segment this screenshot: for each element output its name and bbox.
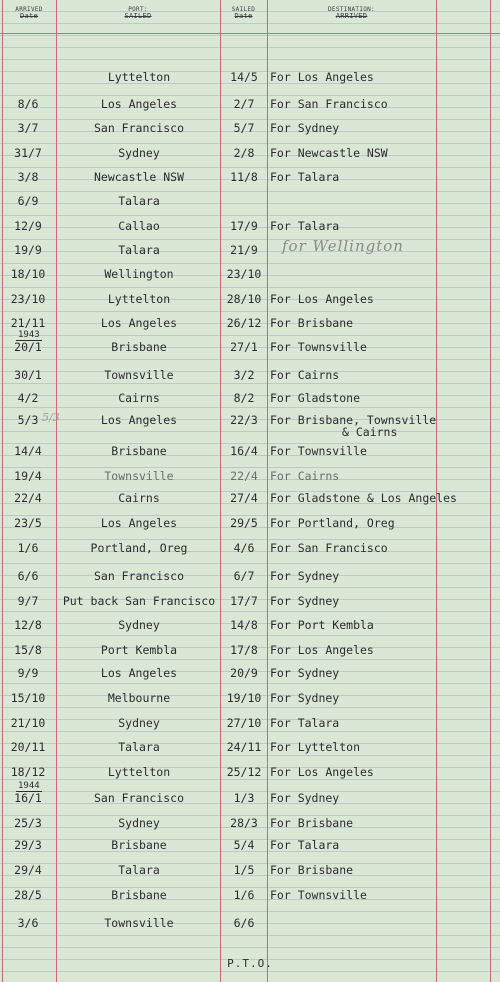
- table-row: [0, 765, 500, 783]
- destination: For Los Angeles: [270, 643, 374, 657]
- sailed-date: 6/6: [233, 916, 255, 930]
- table-row: [0, 666, 500, 684]
- arrived-date: 14/4: [14, 444, 42, 458]
- sailed-date: 27/10: [226, 716, 262, 730]
- page-turn-note: P.T.O.: [227, 957, 273, 970]
- arrived-date: 4/2: [17, 391, 39, 405]
- sailed-date: 5/4: [233, 838, 255, 852]
- sailed-date: 1/6: [233, 888, 255, 902]
- table-row: [0, 594, 500, 612]
- sailed-date: 17/7: [230, 594, 258, 608]
- port-name: Los Angeles: [100, 97, 178, 111]
- sailed-date: 28/3: [230, 816, 258, 830]
- port-name: Lyttelton: [107, 292, 171, 306]
- table-row: [0, 838, 500, 856]
- arrived-date: 19/9: [14, 243, 42, 257]
- port-name: Melbourne: [107, 691, 171, 705]
- destination: For Port Kembla: [270, 618, 374, 632]
- table-row: [0, 237, 500, 261]
- arrived-date: 3/6: [17, 916, 39, 930]
- destination: For Sydney: [270, 791, 340, 805]
- destination: For Sydney: [270, 121, 340, 135]
- arrived-date: 21/11: [10, 316, 46, 330]
- arrived-date: 3/7: [17, 121, 39, 135]
- destination: For Lyttelton: [270, 740, 361, 754]
- port-name: Brisbane: [111, 838, 167, 852]
- sailed-date: 28/10: [226, 292, 262, 306]
- destination: For Los Angeles: [270, 70, 374, 84]
- port-name: Talara: [118, 243, 160, 257]
- destination: For Talara: [270, 716, 340, 730]
- table-row: [0, 368, 500, 386]
- header-arrived: ARRIVED Date: [15, 6, 43, 20]
- sailed-date: 4/6: [233, 541, 255, 555]
- arrived-date: 18/10: [10, 267, 46, 281]
- destination: For Gladstone: [270, 391, 361, 405]
- table-row: [0, 716, 500, 734]
- arrived-date: 20/1: [14, 340, 42, 354]
- sailed-date: 19/10: [226, 691, 262, 705]
- sailed-date: 22/3: [230, 413, 258, 427]
- sailed-date: 1/5: [233, 863, 255, 877]
- header-port: PORT: SAILED: [124, 6, 152, 20]
- table-row: [0, 643, 500, 661]
- destination: For Sydney: [270, 691, 340, 705]
- port-name: Wellington: [104, 267, 174, 281]
- port-name: Los Angeles: [100, 516, 178, 530]
- destination: For Los Angeles: [270, 292, 374, 306]
- table-row: [0, 411, 500, 439]
- sailed-date: 22/4: [230, 469, 258, 483]
- port-name: Newcastle NSW: [93, 170, 184, 184]
- port-name: Townsville: [104, 368, 174, 382]
- sailed-date: 6/7: [233, 569, 255, 583]
- sailed-date: 17/9: [230, 219, 258, 233]
- arrived-date: 29/3: [14, 838, 42, 852]
- port-name: Los Angeles: [100, 316, 178, 330]
- arrived-date: 15/10: [10, 691, 46, 705]
- arrived-date: 29/4: [14, 863, 42, 877]
- sailed-date: 8/2: [233, 391, 255, 405]
- table-row: [0, 569, 500, 587]
- destination: For San Francisco: [270, 97, 388, 111]
- table-row: [0, 618, 500, 636]
- port-name: Put back San Francisco: [62, 594, 216, 608]
- port-name: Portland, Oreg: [90, 541, 188, 555]
- sailed-date: 23/10: [226, 267, 262, 281]
- table-row: [0, 316, 500, 334]
- port-name: Brisbane: [111, 888, 167, 902]
- arrived-date: 21/10: [10, 716, 46, 730]
- destination: For Gladstone & Los Angeles: [270, 491, 457, 505]
- table-row: [0, 330, 500, 358]
- port-name: Lyttelton: [107, 765, 171, 779]
- destination: For Los Angeles: [270, 765, 374, 779]
- destination: For Brisbane, Townsville: [270, 413, 437, 427]
- handwritten-destination: for Wellington: [282, 237, 404, 255]
- arrived-date: 22/4: [14, 491, 42, 505]
- port-name: Townsville: [104, 469, 174, 483]
- arrived-date: 25/3: [14, 816, 42, 830]
- arrived-date: 1/6: [17, 541, 39, 555]
- handwritten-date-note: 5/3: [42, 411, 60, 424]
- arrived-date: 23/5: [14, 516, 42, 530]
- table-row: [0, 491, 500, 509]
- port-name: Brisbane: [111, 444, 167, 458]
- arrived-date: 30/1: [14, 368, 42, 382]
- port-name: Cairns: [118, 391, 160, 405]
- sailed-date: 25/12: [226, 765, 262, 779]
- table-row: [0, 97, 500, 115]
- port-name: Sydney: [118, 618, 160, 632]
- port-name: Los Angeles: [100, 666, 178, 680]
- sailed-date: 1/3: [233, 791, 255, 805]
- table-row: [0, 219, 500, 237]
- port-name: Port Kembla: [100, 643, 178, 657]
- port-name: San Francisco: [93, 791, 184, 805]
- sailed-date: 14/8: [230, 618, 258, 632]
- port-name: Sydney: [118, 716, 160, 730]
- arrived-date: 16/1: [14, 791, 42, 805]
- table-row: [0, 781, 500, 809]
- table-row: [0, 888, 500, 906]
- destination: For Brisbane: [270, 316, 354, 330]
- destination-continued: & Cairns: [342, 425, 398, 439]
- port-name: San Francisco: [93, 121, 184, 135]
- sailed-date: 29/5: [230, 516, 258, 530]
- arrived-date: 20/11: [10, 740, 46, 754]
- port-name: Talara: [118, 194, 160, 208]
- table-row: [0, 146, 500, 164]
- table-row: [0, 863, 500, 881]
- destination: For Sydney: [270, 594, 340, 608]
- table-row: [0, 691, 500, 709]
- port-name: Cairns: [118, 491, 160, 505]
- sailed-date: 27/1: [230, 340, 258, 354]
- destination: For Sydney: [270, 666, 340, 680]
- port-name: Sydney: [118, 146, 160, 160]
- arrived-date: 18/12: [10, 765, 46, 779]
- destination: For Sydney: [270, 569, 340, 583]
- table-row: [0, 194, 500, 212]
- table-row: [0, 740, 500, 758]
- port-name: Lyttelton: [107, 70, 171, 84]
- sailed-date: 3/2: [233, 368, 255, 382]
- arrived-date: 9/7: [17, 594, 39, 608]
- sailed-date: 21/9: [230, 243, 258, 257]
- sailed-date: 2/8: [233, 146, 255, 160]
- arrived-date: 31/7: [14, 146, 42, 160]
- sailed-date: 16/4: [230, 444, 258, 458]
- table-row: [0, 267, 500, 285]
- arrived-date: 12/8: [14, 618, 42, 632]
- destination: For Talara: [270, 838, 340, 852]
- port-name: Townsville: [104, 916, 174, 930]
- destination: For Brisbane: [270, 863, 354, 877]
- destination: For Cairns: [270, 368, 340, 382]
- arrived-date: 28/5: [14, 888, 42, 902]
- table-row: [0, 541, 500, 559]
- table-row: [0, 170, 500, 188]
- port-name: Sydney: [118, 816, 160, 830]
- sailed-date: 24/11: [226, 740, 262, 754]
- port-name: Callao: [118, 219, 160, 233]
- sailed-date: 11/8: [230, 170, 258, 184]
- table-row: [0, 121, 500, 139]
- table-row: [0, 916, 500, 934]
- sailed-date: 27/4: [230, 491, 258, 505]
- header-sailed: SAILED Date: [231, 6, 256, 20]
- arrived-date: 3/8: [17, 170, 39, 184]
- sailed-date: 5/7: [233, 121, 255, 135]
- port-name: Talara: [118, 740, 160, 754]
- destination: For Townsville: [270, 444, 367, 458]
- table-row: [0, 444, 500, 462]
- header-rule: [0, 33, 500, 34]
- port-name: San Francisco: [93, 569, 184, 583]
- arrived-date: 12/9: [14, 219, 42, 233]
- destination: For Townsville: [270, 888, 367, 902]
- port-name: Talara: [118, 863, 160, 877]
- destination: For Talara: [270, 219, 340, 233]
- sailed-date: 20/9: [230, 666, 258, 680]
- table-row: [0, 816, 500, 834]
- arrived-date: 19/4: [14, 469, 42, 483]
- table-row: [0, 469, 500, 487]
- destination: For Portland, Oreg: [270, 516, 395, 530]
- arrived-date: 23/10: [10, 292, 46, 306]
- destination: For Townsville: [270, 340, 367, 354]
- arrived-date: 6/6: [17, 569, 39, 583]
- sailed-date: 14/5: [230, 70, 258, 84]
- destination: For San Francisco: [270, 541, 388, 555]
- sailed-date: 2/7: [233, 97, 255, 111]
- port-name: Brisbane: [111, 340, 167, 354]
- arrived-date: 8/6: [17, 97, 39, 111]
- table-row: [0, 516, 500, 534]
- sailed-date: 26/12: [226, 316, 262, 330]
- arrived-date: 5/3: [17, 413, 39, 427]
- table-row: [0, 391, 500, 409]
- table-row: [0, 70, 500, 88]
- header-destination: DESTINATION: ARRIVED: [328, 6, 375, 20]
- year-marker: 1944: [18, 781, 40, 791]
- destination: For Newcastle NSW: [270, 146, 388, 160]
- arrived-date: 6/9: [17, 194, 39, 208]
- destination: For Cairns: [270, 469, 340, 483]
- year-marker: 1943: [18, 330, 40, 340]
- sailed-date: 17/8: [230, 643, 258, 657]
- table-row: [0, 292, 500, 310]
- arrived-date: 15/8: [14, 643, 42, 657]
- destination: For Brisbane: [270, 816, 354, 830]
- port-name: Los Angeles: [100, 413, 178, 427]
- destination: For Talara: [270, 170, 340, 184]
- arrived-date: 9/9: [17, 666, 39, 680]
